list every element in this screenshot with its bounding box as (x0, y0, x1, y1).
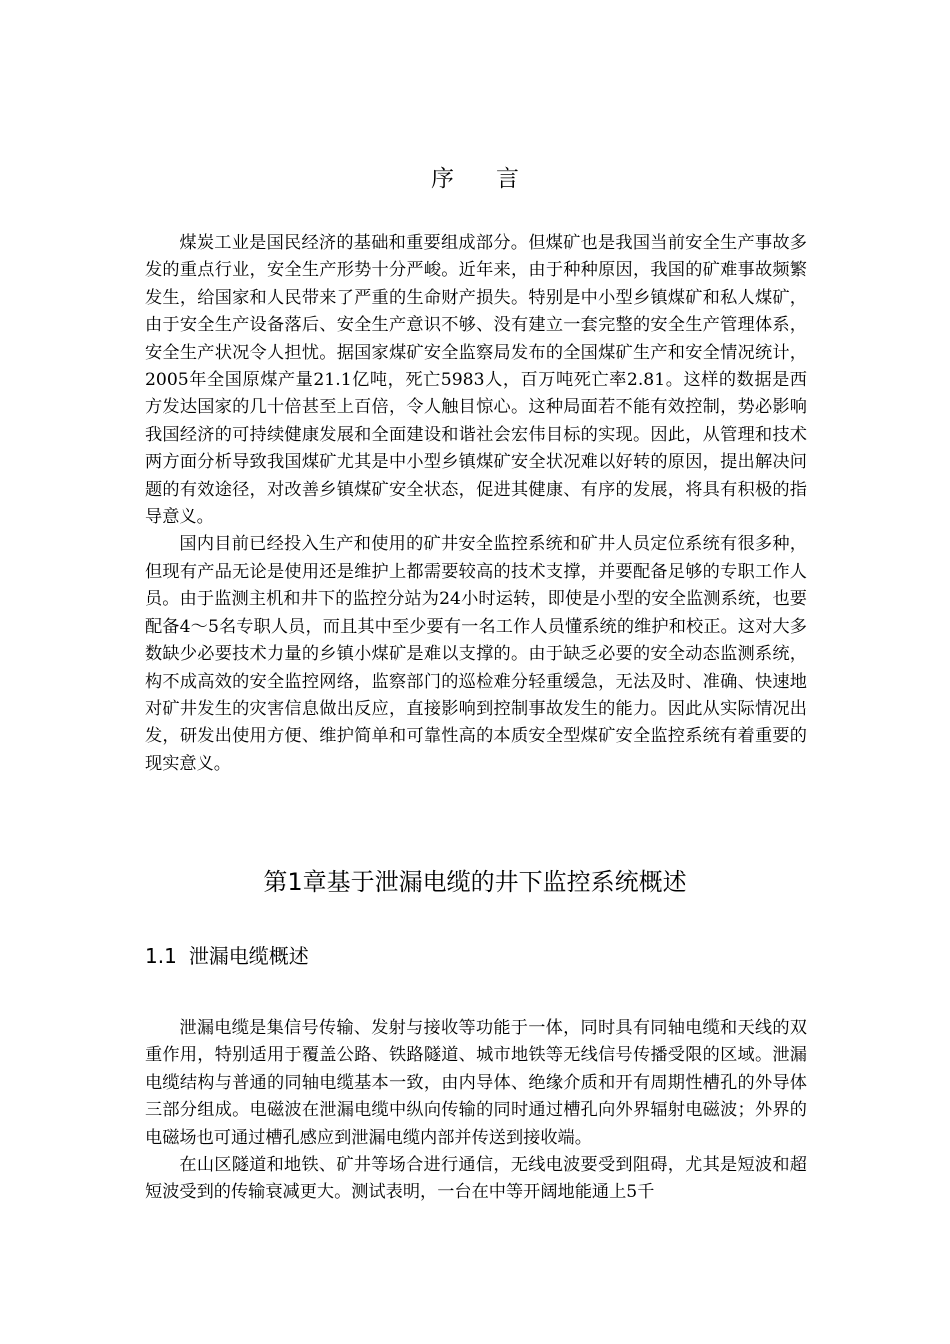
preface-title-char-2: 言 (496, 166, 519, 192)
preface-title-char-1: 序 (431, 166, 454, 192)
section-paragraph: 在山区隧道和地铁、矿井等场合进行通信，无线电波要受到阻碍，尤其是短波和超短波受到的传输衰减更大。测试表明，一台在中等开阔地能通上5千 (145, 1155, 807, 1203)
section-title: 泄漏电缆概述 (188, 944, 309, 968)
chapter-title: 第1章基于泄漏电缆的井下监控系统概述 (263, 868, 687, 896)
section-paragraph: 泄漏电缆是集信号传输、发射与接收等功能于一体，同时具有同轴电缆和天线的双重作用，特别适用于覆盖公路、铁路隧道、城市地铁等无线信号传播受限的区域。泄漏电缆结构与普通的同轴电缆基本一致，由内导体、绝缘介质和开有周期性槽孔的外导体三部分组成。电磁波在泄漏电缆中纵向传输的同时通过槽孔向外界辐射电磁波；外界的电磁场也可通过槽孔感应到泄漏电缆内部并传送到接收端。 (145, 1018, 807, 1148)
preface-paragraph: 煤炭工业是国民经济的基础和重要组成部分。但煤矿也是我国当前安全生产事故多发的重点行业，安全生产形势十分严峻。近年来，由于种种原因，我国的矿难事故频繁发生，给国家和人民带来了严重的生命财产损失。特别是中小型乡镇煤矿和私人煤矿，由于安全生产设备落后、安全生产意识不够、没有建立一套完整的安全生产管理体系，安全生产状况令人担忧。据国家煤矿安全监察局发布的全国煤矿生产和安全情况统计，2005年全国原煤产量21.1亿吨，死亡5983人，百万吨死亡率2.81。这样的数据是西方发达国家的几十倍甚至上百倍，令人触目惊心。这种局面若不能有效控制，势必影响我国经济的可持续健康发展和全面建设和谐社会宏伟目标的实现。因此，从管理和技术两方面分析导致我国煤矿尤其是中小型乡镇煤矿安全状况难以好转的原因，提出解决问题的有效途径，对改善乡镇煤矿安全状态，促进其健康、有序的发展，将具有积极的指导意义。 (145, 233, 807, 528)
preface-title (0, 160, 950, 193)
section-heading (145, 940, 309, 969)
preface-body (145, 230, 807, 778)
section-body (145, 1015, 807, 1207)
section-number: 1.1 (145, 944, 177, 968)
preface-paragraph: 国内目前已经投入生产和使用的矿井安全监控系统和矿井人员定位系统有很多种，但现有产品无论是使用还是维护上都需要较高的技术支撑，并要配备足够的专职工作人员。由于监测主机和井下的监控分站为24小时运转，即使是小型的安全监测系统，也要配备4～5名专职人员，而且其中至少要有一名工作人员懂系统的维护和校正。这对大多数缺少必要技术力量的乡镇小煤矿是难以支撑的。由于缺乏必要的安全动态监测系统，构不成高效的安全监控网络，监察部门的巡检难分轻重缓急，无法及时、准确、快速地对矿井发生的灾害信息做出反应，直接影响到控制事故发生的能力。因此从实际情况出发，研发出使用方便、维护简单和可靠性高的本质安全型煤矿安全监控系统有着重要的现实意义。 (145, 534, 807, 774)
